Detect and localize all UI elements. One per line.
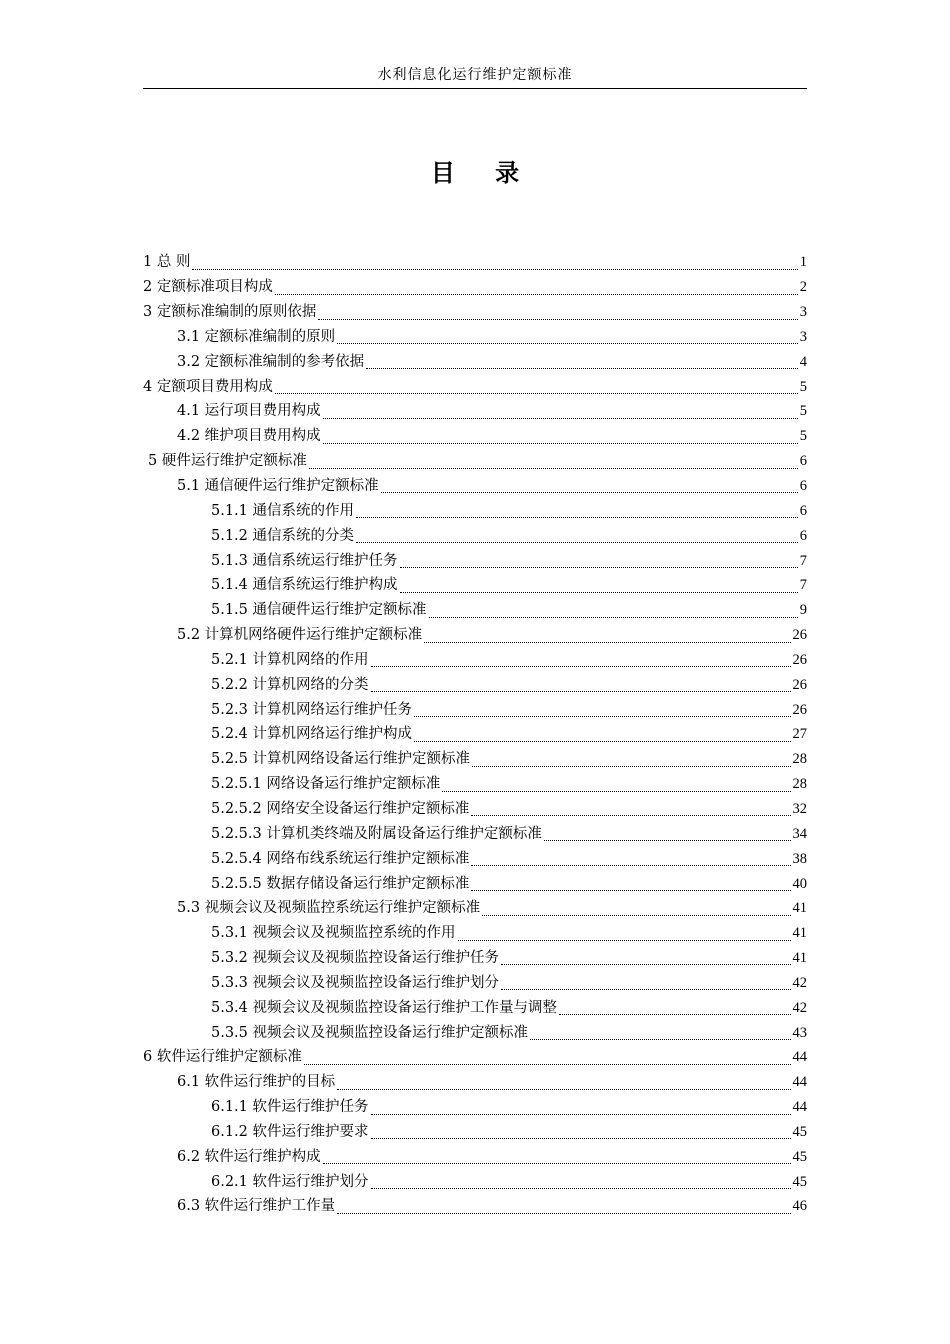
toc-entry-page-number: 27 (792, 726, 807, 743)
toc-dot-leader (371, 691, 791, 692)
toc-entry-page-number: 45 (792, 1148, 807, 1165)
toc-entry[interactable] (143, 474, 807, 499)
toc-entry[interactable] (143, 548, 807, 573)
toc-entry-label: 5.3.2 视频会议及视频监控设备运行维护任务 (211, 950, 500, 967)
toc-entry-page-number: 4 (799, 353, 807, 370)
toc-entry[interactable] (143, 921, 807, 946)
toc-dot-leader (337, 343, 798, 344)
toc-dot-leader (471, 865, 790, 866)
toc-entry-label: 5.1.2 通信系统的分类 (211, 527, 355, 544)
toc-dot-leader (356, 517, 798, 518)
toc-entry-label: 5.3.3 视频会议及视频监控设备运行维护划分 (211, 974, 500, 991)
toc-entry-page-number: 40 (792, 875, 807, 892)
toc-entry[interactable] (143, 995, 807, 1020)
toc-entry[interactable] (143, 1020, 807, 1045)
toc-dot-leader (323, 418, 798, 419)
toc-entry[interactable] (143, 498, 807, 523)
toc-dot-leader (275, 393, 798, 394)
toc-dot-leader (381, 492, 798, 493)
toc-entry[interactable] (143, 896, 807, 921)
toc-entry[interactable] (143, 672, 807, 697)
toc-dot-leader (482, 915, 790, 916)
toc-entry-label: 5.1.5 通信硬件运行维护定额标准 (211, 602, 427, 619)
toc-entry-page-number: 6 (799, 453, 807, 470)
toc-dot-leader (471, 890, 790, 891)
toc-entry-label: 5.2.5.1 网络设备运行维护定额标准 (211, 776, 441, 793)
toc-dot-leader (414, 716, 790, 717)
toc-entry[interactable] (143, 399, 807, 424)
toc-entry-label: 5.3.1 视频会议及视频监控系统的作用 (211, 925, 456, 942)
toc-entry[interactable] (143, 1120, 807, 1145)
toc-entry-page-number: 7 (799, 577, 807, 594)
toc-entry-page-number: 38 (792, 850, 807, 867)
toc-entry[interactable] (143, 772, 807, 797)
toc-entry-page-number: 41 (792, 900, 807, 917)
toc-dot-leader (366, 368, 798, 369)
toc-entry-page-number: 41 (792, 950, 807, 967)
toc-dot-leader (323, 1163, 791, 1164)
toc-entry[interactable] (143, 846, 807, 871)
toc-dot-leader (429, 617, 798, 618)
toc-entry-page-number: 42 (792, 999, 807, 1016)
toc-dot-leader (337, 1213, 790, 1214)
toc-entry-label: 6.2 软件运行维护构成 (177, 1148, 321, 1165)
toc-entry-label: 5.2.4 计算机网络运行维护构成 (211, 726, 413, 743)
toc-dot-leader (318, 319, 797, 320)
toc-entry-label: 5.1.4 通信系统运行维护构成 (211, 577, 398, 594)
toc-entry-label: 6.3 软件运行维护工作量 (177, 1198, 336, 1215)
toc-entry-page-number: 45 (792, 1173, 807, 1190)
toc-entry-label: 5.2.5 计算机网络设备运行维护定额标准 (211, 751, 471, 768)
toc-entry[interactable] (143, 424, 807, 449)
toc-entry-label: 6.1.2 软件运行维护要求 (211, 1123, 369, 1140)
page-title: 目 录 (430, 158, 536, 187)
toc-entry[interactable] (143, 1169, 807, 1194)
toc-entry-page-number: 44 (792, 1074, 807, 1091)
toc-entry[interactable] (143, 300, 807, 325)
toc-entry-label: 6.1.1 软件运行维护任务 (211, 1099, 369, 1116)
toc-dot-leader (275, 294, 798, 295)
toc-entry-page-number: 3 (799, 328, 807, 345)
toc-entry-page-number: 26 (792, 627, 807, 644)
toc-dot-leader (304, 1064, 791, 1065)
toc-entry[interactable] (143, 1144, 807, 1169)
toc-entry[interactable] (143, 648, 807, 673)
toc-entry-label: 4 定额项目费用构成 (143, 378, 273, 395)
toc-entry-page-number: 28 (792, 751, 807, 768)
toc-dot-leader (371, 666, 791, 667)
toc-entry-label: 5.2.1 计算机网络的作用 (211, 651, 369, 668)
toc-entry-label: 5.2.2 计算机网络的分类 (211, 676, 369, 693)
toc-entry-page-number: 6 (799, 502, 807, 519)
toc-entry-page-number: 3 (799, 304, 807, 321)
toc-entry-page-number: 28 (792, 776, 807, 793)
toc-dot-leader (501, 989, 790, 990)
toc-entry-page-number: 45 (792, 1123, 807, 1140)
toc-entry-page-number: 26 (792, 701, 807, 718)
toc-dot-leader (400, 592, 798, 593)
toc-dot-leader (371, 1138, 791, 1139)
toc-entry-page-number: 46 (792, 1198, 807, 1215)
toc-entry-label: 5.3.4 视频会议及视频监控设备运行维护工作量与调整 (211, 999, 558, 1016)
toc-entry-page-number: 43 (792, 1024, 807, 1041)
toc-dot-leader (472, 766, 790, 767)
toc-entry-label: 5.2.5.3 计算机类终端及附属设备运行维护定额标准 (211, 825, 542, 842)
toc-entry-label: 3 定额标准编制的原则依据 (143, 304, 317, 321)
toc-entry-page-number: 9 (799, 602, 807, 619)
toc-entry-label: 5 硬件运行维护定额标准 (148, 453, 307, 470)
toc-entry[interactable] (143, 374, 807, 399)
toc-entry-page-number: 26 (792, 651, 807, 668)
toc-entry-label: 2 定额标准项目构成 (143, 279, 273, 296)
toc-entry-label: 4.1 运行项目费用构成 (177, 403, 321, 420)
toc-entry-label: 5.3.5 视频会议及视频监控设备运行维护定额标准 (211, 1024, 529, 1041)
toc-entry[interactable] (143, 275, 807, 300)
toc-dot-leader (356, 542, 798, 543)
toc-dot-leader (371, 1114, 791, 1115)
toc-dot-leader (442, 791, 790, 792)
toc-entry[interactable] (143, 1045, 807, 1070)
toc-entry-label: 4.2 维护项目费用构成 (177, 428, 321, 445)
toc-dot-leader (530, 1039, 790, 1040)
toc-entry-label: 5.2.5.4 网络布线系统运行维护定额标准 (211, 850, 470, 867)
toc-entry[interactable] (143, 573, 807, 598)
toc-entry-label: 1 总 则 (143, 254, 191, 271)
toc-entry[interactable] (143, 1194, 807, 1219)
toc-dot-leader (192, 269, 797, 270)
table-of-contents (143, 250, 807, 1219)
toc-entry[interactable] (143, 1095, 807, 1120)
toc-dot-leader (501, 964, 790, 965)
toc-dot-leader (414, 741, 790, 742)
toc-entry-label: 5.2.3 计算机网络运行维护任务 (211, 701, 413, 718)
toc-entry-label: 5.1 通信硬件运行维护定额标准 (177, 478, 379, 495)
toc-entry[interactable] (143, 871, 807, 896)
toc-entry-label: 6.2.1 软件运行维护划分 (211, 1173, 369, 1190)
toc-entry-label: 5.1.1 通信系统的作用 (211, 502, 355, 519)
toc-entry[interactable] (143, 722, 807, 747)
toc-entry-page-number: 6 (799, 527, 807, 544)
toc-entry-page-number: 41 (792, 925, 807, 942)
toc-entry-page-number: 5 (799, 378, 807, 395)
toc-entry-page-number: 42 (792, 974, 807, 991)
toc-entry[interactable] (143, 697, 807, 722)
toc-entry-page-number: 34 (792, 825, 807, 842)
toc-entry-label: 3.1 定额标准编制的原则 (177, 328, 336, 345)
toc-entry[interactable] (143, 598, 807, 623)
toc-entry[interactable] (143, 523, 807, 548)
toc-dot-leader (337, 1089, 790, 1090)
toc-entry-label: 5.2 计算机网络硬件运行维护定额标准 (177, 627, 423, 644)
toc-entry[interactable] (143, 821, 807, 846)
toc-entry-page-number: 32 (792, 800, 807, 817)
toc-entry[interactable] (143, 747, 807, 772)
toc-entry-label: 5.2.5.2 网络安全设备运行维护定额标准 (211, 800, 470, 817)
toc-entry[interactable] (143, 1070, 807, 1095)
toc-entry[interactable] (143, 970, 807, 995)
toc-entry-label: 6 软件运行维护定额标准 (143, 1049, 302, 1066)
header-text: 水利信息化运行维护定额标准 (377, 67, 573, 83)
toc-entry-page-number: 2 (799, 279, 807, 296)
toc-entry-label: 3.2 定额标准编制的参考依据 (177, 353, 365, 370)
toc-dot-leader (424, 642, 790, 643)
toc-entry-page-number: 44 (792, 1049, 807, 1066)
toc-dot-leader (323, 443, 798, 444)
toc-entry[interactable] (143, 797, 807, 822)
toc-dot-leader (458, 940, 791, 941)
toc-entry[interactable] (143, 623, 807, 648)
page-header (143, 66, 807, 89)
toc-dot-leader (471, 815, 790, 816)
toc-dot-leader (371, 1188, 791, 1189)
toc-entry-page-number: 7 (799, 552, 807, 569)
toc-entry-page-number: 5 (799, 428, 807, 445)
toc-entry[interactable] (143, 449, 807, 474)
toc-entry-label: 5.2.5.5 数据存储设备运行维护定额标准 (211, 875, 470, 892)
toc-dot-leader (559, 1014, 790, 1015)
toc-dot-leader (544, 840, 791, 841)
toc-entry-page-number: 6 (799, 478, 807, 495)
toc-entry-page-number: 44 (792, 1099, 807, 1116)
toc-entry-page-number: 1 (799, 254, 807, 271)
toc-entry-label: 6.1 软件运行维护的目标 (177, 1074, 336, 1091)
toc-entry-label: 5.3 视频会议及视频监控系统运行维护定额标准 (177, 900, 481, 917)
toc-entry[interactable] (143, 349, 807, 374)
toc-entry[interactable] (143, 325, 807, 350)
toc-dot-leader (309, 468, 798, 469)
toc-entry-page-number: 26 (792, 676, 807, 693)
toc-entry[interactable] (143, 946, 807, 971)
toc-dot-leader (400, 567, 798, 568)
toc-entry[interactable] (143, 250, 807, 275)
toc-entry-page-number: 5 (799, 403, 807, 420)
toc-entry-label: 5.1.3 通信系统运行维护任务 (211, 552, 398, 569)
